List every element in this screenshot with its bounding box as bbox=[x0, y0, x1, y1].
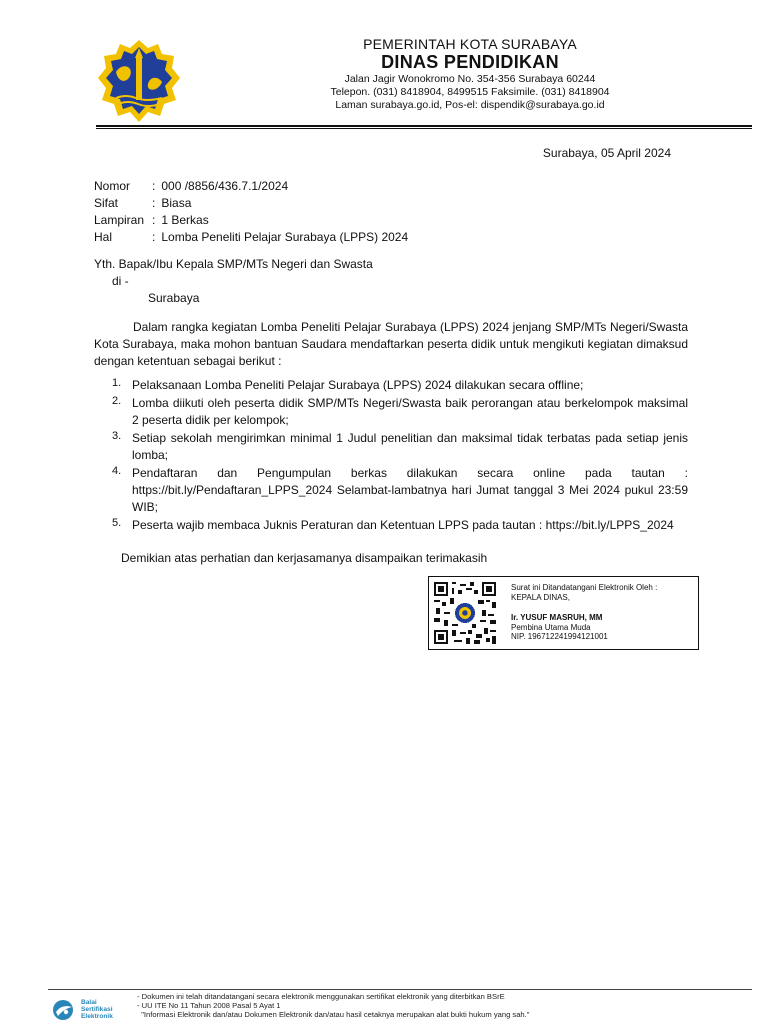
recipient-line: Yth. Bapak/Ibu Kepala SMP/MTs Negeri dan Swasta bbox=[94, 257, 373, 271]
footer-line: - UU ITE No 11 Tahun 2008 Pasal 5 Ayat 1 bbox=[137, 1000, 281, 1010]
meta-value: Biasa bbox=[161, 196, 192, 210]
office-web: Laman surabaya.go.id, Pos-el: dispendik@surabaya.go.id bbox=[335, 99, 605, 111]
list-number: 1. bbox=[112, 377, 122, 389]
letterhead bbox=[230, 36, 710, 112]
signature-note: Surat ini Ditandatangani Elektronik Oleh : bbox=[511, 583, 658, 592]
header-divider-thin bbox=[96, 128, 752, 129]
list-item bbox=[112, 395, 688, 429]
recipient-city: Surabaya bbox=[148, 291, 200, 305]
meta-label: Nomor bbox=[94, 179, 131, 193]
closing-sentence: Demikian atas perhatian dan kerjasamanya disampaikan terimakasih bbox=[121, 551, 488, 565]
footer-line: - Dokumen ini telah ditandatangani secara elektronik menggunakan sertifikat elektronik yang diterbitkan BSrE bbox=[137, 992, 505, 1001]
meta-label: Lampiran bbox=[94, 213, 145, 227]
meta-value: Lomba Peneliti Pelajar Surabaya (LPPS) 2024 bbox=[161, 230, 409, 244]
signatory-name: Ir. YUSUF MASRUH, MM bbox=[511, 613, 603, 623]
footer-line: "Informasi Elektronik dan/atau Dokumen Elektronik dan/atau hasil cetaknya merupakan alat bukti hukum yang sah." bbox=[137, 1009, 530, 1019]
recipient-di: di - bbox=[112, 274, 129, 288]
meta-row-nomor: Nomor : 000 /8856/436.7.1/2024 bbox=[94, 179, 289, 193]
recipient-block bbox=[94, 256, 373, 307]
government-name: PEMERINTAH KOTA SURABAYA bbox=[363, 36, 577, 52]
letter-meta bbox=[94, 178, 408, 246]
bsre-mark-icon bbox=[52, 999, 76, 1021]
bsre-logo bbox=[52, 996, 132, 1022]
meta-row-hal: Hal : Lomba Peneliti Pelajar Surabaya (LPPS) 2024 bbox=[94, 230, 409, 244]
office-phone: Telepon. (031) 8418904, 8499515 Faksimile. (031) 8418904 bbox=[330, 86, 610, 98]
office-name: DINAS PENDIDIKAN bbox=[381, 52, 559, 72]
signatory-title: KEPALA DINAS, bbox=[511, 592, 570, 602]
meta-row-sifat: Sifat : Biasa bbox=[94, 196, 192, 210]
list-number: 2. bbox=[112, 395, 122, 407]
list-text: Lomba diikuti oleh peserta didik SMP/MTs Negeri/Swasta baik perorangan atau berkelompok maksimal 2 peserta didik per kelompok; bbox=[132, 396, 688, 427]
meta-row-lampiran: Lampiran : 1 Berkas bbox=[94, 213, 209, 227]
signatory-nip: NIP. 196712241994121001 bbox=[511, 632, 608, 642]
header-divider bbox=[96, 125, 752, 127]
letter-date: Surabaya, 05 April 2024 bbox=[542, 146, 671, 160]
qr-code-icon bbox=[434, 582, 496, 644]
surabaya-crest-logo bbox=[96, 38, 182, 124]
footer-divider bbox=[48, 989, 752, 990]
list-item bbox=[112, 430, 688, 464]
list-text: Pelaksanaan Lomba Peneliti Pelajar Surabaya (LPPS) 2024 dilakukan secara offline; bbox=[132, 378, 584, 392]
list-item bbox=[112, 377, 688, 394]
intro-paragraph bbox=[94, 319, 688, 370]
list-number: 4. bbox=[112, 465, 122, 477]
meta-label: Sifat bbox=[94, 196, 119, 210]
bsre-logo-text: Balai Sertifikasi Elektronik bbox=[81, 999, 113, 1021]
signature-text bbox=[511, 583, 657, 642]
list-number: 5. bbox=[112, 517, 122, 529]
list-text: Setiap sekolah mengirimkan minimal 1 Judul penelitian dan maksimal tidak terbatas pada setiap jenis lomba; bbox=[132, 431, 688, 462]
meta-value: 000 /8856/436.7.1/2024 bbox=[161, 179, 289, 193]
footer-notice bbox=[137, 993, 529, 1019]
office-address: Jalan Jagir Wonokromo No. 354-356 Surabaya 60244 bbox=[344, 73, 596, 85]
list-item bbox=[112, 517, 688, 534]
list-item bbox=[112, 465, 688, 516]
electronic-signature-box bbox=[428, 576, 699, 650]
meta-label: Hal bbox=[94, 230, 113, 244]
list-number: 3. bbox=[112, 430, 122, 442]
intro-text: Dalam rangka kegiatan Lomba Peneliti Pelajar Surabaya (LPPS) 2024 jenjang SMP/MTs Negeri/Swasta Kota Surabaya, maka mohon bantuan Saudara mendaftarkan peserta didik untuk mengikuti kegiatan dimaksud dengan ketentuan sebagai berikut : bbox=[94, 320, 688, 368]
requirements-list bbox=[112, 377, 688, 535]
meta-value: 1 Berkas bbox=[161, 213, 209, 227]
list-text: Peserta wajib membaca Juknis Peraturan dan Ketentuan LPPS pada tautan : https://bit.ly/LPPS_2024 bbox=[132, 518, 674, 532]
signatory-rank: Pembina Utama Muda bbox=[511, 622, 591, 632]
list-text: Pendaftaran dan Pengumpulan berkas dilakukan secara online pada tautan : https://bit.ly/Pendaftaran_LPPS_2024 Selambat-lambatnya hari Jumat tanggal 3 Mei 2024 pukul 23:59 WIB; bbox=[132, 466, 688, 514]
